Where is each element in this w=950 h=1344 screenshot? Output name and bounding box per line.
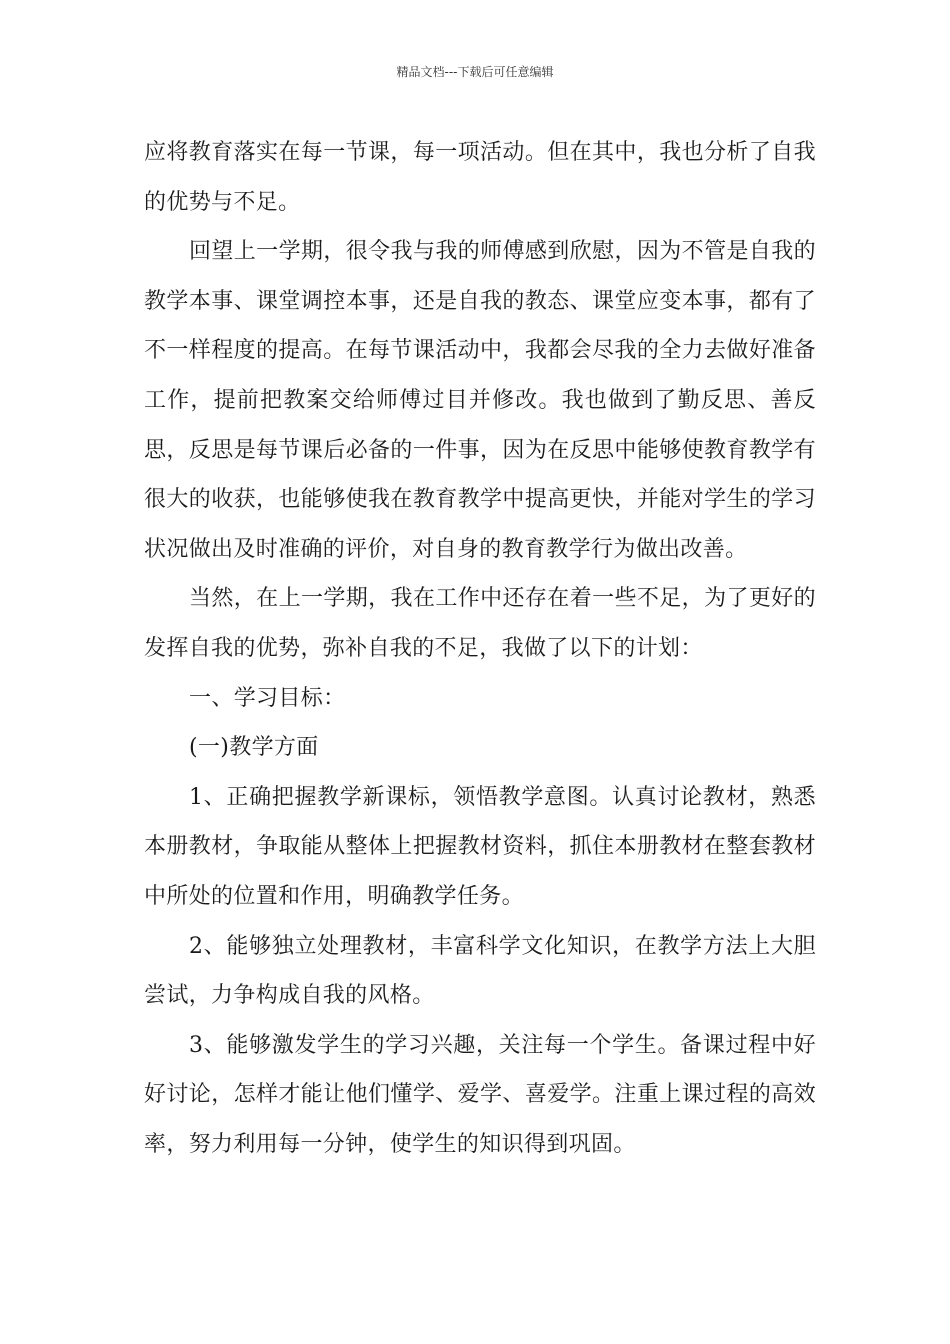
list-item-2: 2、能够独立处理教材，丰富科学文化知识，在教学方法上大胆尝试，力争构成自我的风格。	[144, 933, 816, 1009]
paragraph-review: 回望上一学期，很令我与我的师傅感到欣慰，因为不管是自我的教学本事、课堂调控本事，还是自我的教态、课堂应变本事，都有了不一样程度的提高。在每节课活动中，我都会尽我的全力去做好准备工作，提前把教案交给师傅过目并修改。我也做到了勤反思、善反思，反思是每节课后必备的一件事，因为在反思中能够使教育教学有很大的收获，也能够使我在教育教学中提高更快，并能对学生的学习状况做出及时准确的评价，对自身的教育教学行为做出改善。	[144, 239, 816, 562]
document-body	[144, 128, 816, 1169]
paragraph-continuation: 应将教育落实在每一节课，每一项活动。但在其中，我也分析了自我的优势与不足。	[144, 140, 816, 215]
section-heading-learning-goals: 一、学习目标：	[189, 685, 346, 711]
page-header: 精品文档---下载后可任意编辑	[396, 65, 554, 79]
paragraph-plan-intro: 当然，在上一学期，我在工作中还存在着一些不足，为了更好的发挥自我的优势，弥补自我的不足，我做了以下的计划：	[144, 586, 816, 661]
list-item-1: 1、正确把握教学新课标，领悟教学意图。认真讨论教材，熟悉本册教材，争取能从整体上把握教材资料，抓住本册教材在整套教材中所处的位置和作用，明确教学任务。	[144, 784, 816, 909]
subsection-heading-teaching: (一)教学方面	[189, 735, 319, 761]
list-item-3: 3、能够激发学生的学习兴趣，关注每一个学生。备课过程中好好讨论，怎样才能让他们懂学、爱学、喜爱学。注重上课过程的高效率，努力利用每一分钟，使学生的知识得到巩固。	[144, 1032, 816, 1157]
